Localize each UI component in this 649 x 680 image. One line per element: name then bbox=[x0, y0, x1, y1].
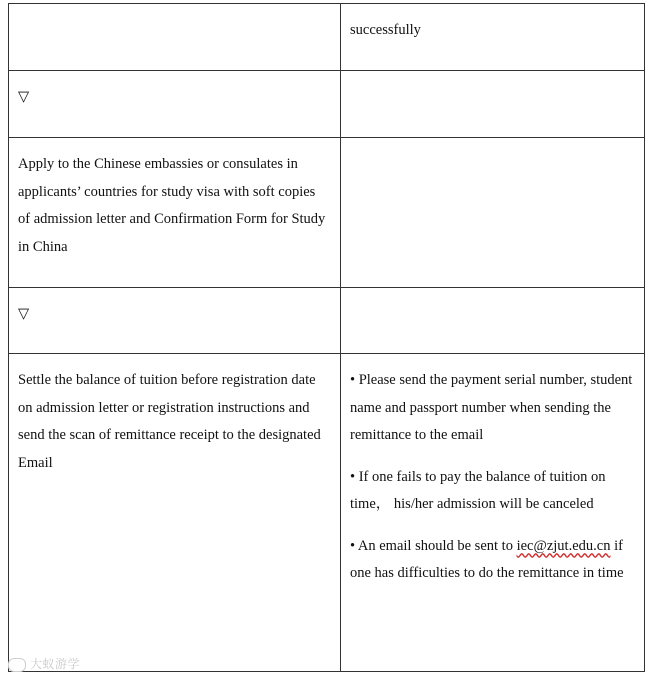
contact-email-link[interactable]: iec@zjut.edu.cn bbox=[516, 537, 611, 554]
table-row bbox=[9, 288, 645, 354]
payment-note-1: • Please send the payment serial number, student name and passport number when sending the remittance to the email bbox=[350, 372, 633, 443]
note3-prefix: • An email should be sent to bbox=[350, 537, 517, 554]
row1-right-cell: successfully bbox=[341, 4, 645, 71]
table-row bbox=[9, 71, 645, 138]
table-row bbox=[9, 354, 645, 672]
note3-suffix: if one has difficulties to do the remittance in time bbox=[350, 537, 624, 581]
row2-right-cell bbox=[341, 71, 645, 138]
watermark bbox=[8, 655, 80, 672]
payment-note-2: • If one fails to pay the balance of tuition on time， his/her admission will be canceled bbox=[350, 468, 606, 512]
table-row bbox=[9, 138, 645, 288]
weibo-icon bbox=[8, 658, 26, 672]
row3-right-cell bbox=[341, 138, 645, 288]
down-arrow-icon: ▽ bbox=[9, 288, 341, 354]
payment-notes-cell bbox=[341, 354, 645, 672]
table-row bbox=[9, 4, 645, 71]
row1-left-cell bbox=[9, 4, 341, 71]
down-arrow-icon: ▽ bbox=[9, 71, 341, 138]
visa-application-step: Apply to the Chinese embassies or consulates in applicants’ countries for study visa with soft copies of admission letter and Confirmation Form for Study in China bbox=[9, 138, 341, 288]
row4-right-cell bbox=[341, 288, 645, 354]
watermark-text: 大蚁游学 bbox=[30, 657, 81, 671]
process-table bbox=[8, 3, 645, 672]
payment-note-3 bbox=[350, 533, 635, 588]
tuition-payment-step: Settle the balance of tuition before registration date on admission letter or registration instructions and send the scan of remittance receipt to the designated Email bbox=[9, 354, 341, 672]
